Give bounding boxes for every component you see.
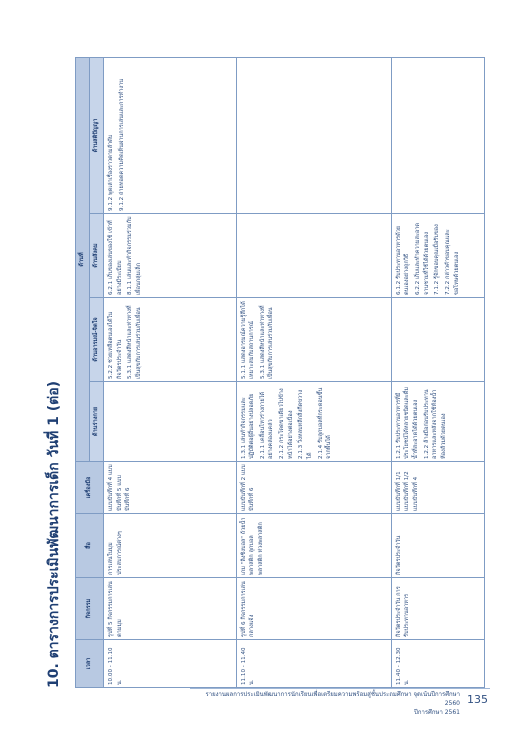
cell-line: 1.3.1 เล่นทำกิจกรรมและปฏิบัติต่อผู้อื่นอย่างปลอดภัย	[240, 393, 256, 459]
cell-tool: แบบบันทึกที่ 2 แบบบันทึกที่ 6	[236, 462, 391, 514]
cell-tool: แบบบันทึกที่ 1/1 แบบบันทึกที่ 1/2 แบบบันทึกที่ 4	[391, 462, 484, 514]
cell-line: 2.1.4 รับลูกบอลที่กระดอนขึ้นจากพื้นได้	[317, 387, 333, 459]
footer-line-1: รายงานผลการประเมินพัฒนาการนักเรียนเพื่อเตรียมความพร้อมสู่ชั้นประถมศึกษา จุดเน้นปีการศึกษา 2560	[205, 691, 460, 707]
cell-line: 1.2.1 รับประทานอาหารที่มีประโยชน์ได้หลายชนิดและดื่มน้ำที่สะอาดได้ด้วยตนเอง	[395, 386, 420, 459]
cell-intellect	[391, 57, 484, 213]
header-time: เวลา	[76, 640, 104, 688]
footer-line-2: ปีการศึกษา 2561	[414, 709, 460, 716]
cell-activity: กิจวัตรประจำวัน การรับประทานอาหาร	[391, 578, 484, 640]
cell-line: 6.1.2 รับประทานอาหารด้วยตนเองอย่างถูกวิธี	[395, 225, 411, 295]
header-tool: เครื่องมือ	[76, 462, 104, 514]
cell-line: 5.1.1 แสดงอารมณ์ความรู้สึกได้เหมาะสมกับสถานการณ์	[240, 301, 256, 379]
cell-social	[104, 214, 237, 298]
cell-line: 2.1.1 เคลื่อนไหวร่างกายได้อย่างคล่องแคล่ว	[259, 391, 275, 459]
cell-material: กิจวัตรประจำวัน	[391, 514, 484, 578]
cell-time: 11.10 - 11.40 น.	[236, 640, 391, 688]
cell-line: 9.1.2 ถ่ายทอดความคิดเห็นผ่านการเล่นและการทำงาน	[118, 78, 125, 211]
page-title: 10. ตารางการประเมินพัฒนาการเด็ก วันที่ 1 (ต่อ)	[46, 380, 62, 688]
cell-line: 8.1.1 เล่นและทำกิจกรรมร่วมกับเพื่อนกลุ่มเล็ก	[127, 216, 142, 295]
header-activity: กิจกรรม	[76, 578, 104, 640]
cell-emotional	[391, 298, 484, 382]
cell-social	[391, 214, 484, 298]
cell-line: 1.2.2 ล้างมือก่อนรับประทานอาหารและหลังจากใช้ห้องน้ำห้องส้วมด้วยตนเอง	[423, 389, 448, 459]
cell-material: การเล่นในมุม ประสบการณ์ต่างๆ	[104, 514, 237, 578]
cell-emotional	[236, 298, 391, 382]
rotated-table-sheet	[46, 58, 485, 688]
header-physical: ด้านร่างกาย	[90, 382, 104, 462]
header-intellect: ด้านสติปัญญา	[90, 57, 104, 213]
cell-activity: รูปที่ 5 กิจกรรมการเล่นตามมุม	[104, 578, 237, 640]
cell-intellect	[104, 57, 237, 213]
table-row	[104, 57, 237, 687]
cell-line: 6.2.1 เก็บของเล่นของใช้ เข้าที่อย่างมีระเบียบ	[108, 220, 123, 295]
cell-material: เกม "ลิงชิงบอล" ถ้วยน้ำพลาสติก ลูกบอลพลาสติก ห่วงพลาสติก	[236, 514, 391, 578]
cell-activity: รูปที่ 6 กิจกรรมการเล่นกลางแจ้ง	[236, 578, 391, 640]
header-material: สื่อ	[76, 514, 104, 578]
cell-social	[236, 214, 391, 298]
table-row	[391, 57, 484, 687]
cell-line: 6.2.2 เก็บและทำความสะอาดจานชามที่ใช้ได้ด้วยตนเอง	[415, 223, 430, 295]
cell-time: 10.00 - 11.10 น.	[104, 640, 237, 688]
header-domains: ด้านที่	[76, 57, 90, 461]
cell-emotional	[104, 298, 237, 382]
cell-line: 9.1.2 พูดเล่าเรื่องราวตามลำดับ	[108, 134, 114, 211]
footer-caption	[190, 690, 460, 717]
cell-tool: แบบบันทึกที่ 4 แบบบันทึกที่ 5 แบบบันทึกที่ 6	[104, 462, 237, 514]
cell-physical	[391, 382, 484, 462]
table-row	[236, 57, 391, 687]
cell-line: 7.2.2 กล่าวคำขอบคุณและขอโทษด้วยตนเอง	[445, 229, 460, 295]
assessment-table	[75, 57, 485, 688]
cell-time: 11.40 - 12.30 น.	[391, 640, 484, 688]
cell-physical	[236, 382, 391, 462]
cell-intellect	[236, 57, 391, 213]
header-social: ด้านสังคม	[90, 214, 104, 298]
cell-line: 2.1.2 กระโดดขาเดียวไปข้างหน้าได้อย่างต่อเนื่อง	[279, 388, 294, 459]
cell-line: 7.1.2 รู้จักขอบคุณเมื่อรับของ	[434, 224, 441, 295]
cell-line: 2.1.3 วิ่งหลบหลีกสิ่งกีดขวางได้	[298, 389, 314, 459]
cell-line: 5.3.1 แสดงสีหน้าและท่าทางที่เป็นสุขกับการเล่นร่วมกับเพื่อน	[127, 305, 142, 379]
cell-line: 5.3.1 แสดงสีหน้าและท่าทางที่เป็นสุขกับการเล่นร่วมกับเพื่อน	[259, 305, 275, 379]
footer-divider	[190, 688, 490, 689]
page-number: 135	[467, 693, 488, 706]
cell-physical	[104, 382, 237, 462]
cell-line: 5.2.2 ช่วยเหลือตนเองได้ในกิจวัตรประจำวัน	[108, 311, 123, 379]
header-emotional: ด้านอารมณ์-จิตใจ	[90, 298, 104, 382]
